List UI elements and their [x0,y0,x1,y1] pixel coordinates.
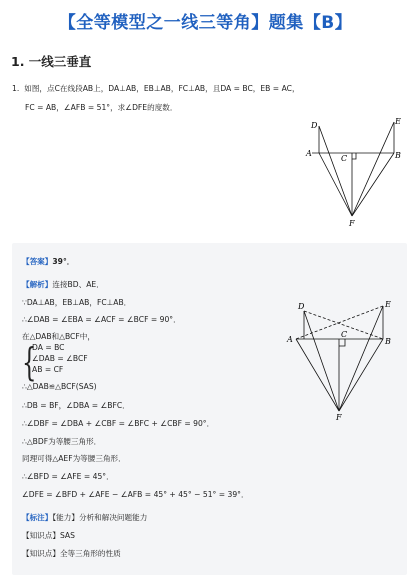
problem-line-1 [12,79,397,98]
right-angle-mark [352,153,356,159]
answer-tag: 【答案】 [22,257,53,266]
segment-bf [339,339,383,411]
condition-3: AB = CF [32,365,64,374]
condition-1: DA = BC [32,343,65,352]
knowledge-point-1: 【知识点】SAS [22,531,75,540]
answer-panel [12,243,407,575]
segment-bf [352,153,394,216]
figure-2 [284,291,399,421]
segment-ef [352,122,394,216]
label-b: B [385,337,391,346]
label-e: E [385,300,391,309]
label-e: E [395,117,401,126]
step-7: ∴△BDF为等腰三角形． [22,437,102,446]
problem-line-2: FC = AB，∠AFB = 51°，求∠DFE的度数． [25,103,178,112]
page-title: 【全等模型之一线三等角】题集【B】 [58,13,353,33]
step-6: ∴∠DBF = ∠DBA + ∠CBF = ∠BFC + ∠CBF = 90°． [22,419,215,428]
figure-1 [300,112,410,232]
step-2: ∴∠DAB = ∠EBA = ∠ACF = ∠BCF = 90°． [22,315,181,324]
label-d: D [311,121,318,130]
right-angle-mark [339,339,345,346]
label-a: A [306,149,312,158]
problem-statement-1: 如图，点C在线段AB上，DA⊥AB，EB⊥AB，FC⊥AB，且DA = BC，EB = AC， [24,84,300,93]
analysis-intro: 连接BD、AE． [52,280,104,289]
step-10: ∠DFE = ∠BFD + ∠AFE − ∠AFB = 45° + 45° − 51° = 39°． [22,490,249,499]
answer-line [22,256,74,267]
segment-df [319,126,352,216]
label-b: B [395,151,401,160]
brace-symbol: { [22,340,37,384]
note-tag: 【标注】 [22,513,53,522]
step-8: 同理可得△AEF为等腰三角形． [22,454,126,463]
step-9: ∴∠BFD = ∠AFE = 45°． [22,472,114,481]
label-f: F [336,413,342,421]
step-3: 在△DAB和△BCF中， [22,332,95,341]
problem-number: 1. [12,84,20,93]
note-line [22,512,147,523]
label-c: C [341,330,348,339]
analysis-tag: 【解析】 [22,280,53,289]
label-c: C [341,154,348,163]
segment-ae-dashed [296,306,383,339]
label-d: D [298,302,305,311]
step-5: ∴DB = BF，∠DBA = ∠BFC． [22,401,130,410]
segment-ef [339,306,383,411]
answer-value: 39°． [52,257,75,266]
analysis-line [22,279,104,290]
note-text: 【能力】分析和解决问题能力 [52,513,148,522]
section-heading: 1. 一线三垂直 [11,54,92,69]
label-f: F [349,219,355,228]
label-a: A [287,335,293,344]
condition-2: ∠DAB = ∠BCF [32,354,88,363]
step-1: ∵DA⊥AB，EB⊥AB，FC⊥AB． [22,298,132,307]
knowledge-point-2: 【知识点】全等三角形的性质 [22,549,121,558]
step-4: ∴△DAB≌△BCF(SAS) [22,382,97,391]
